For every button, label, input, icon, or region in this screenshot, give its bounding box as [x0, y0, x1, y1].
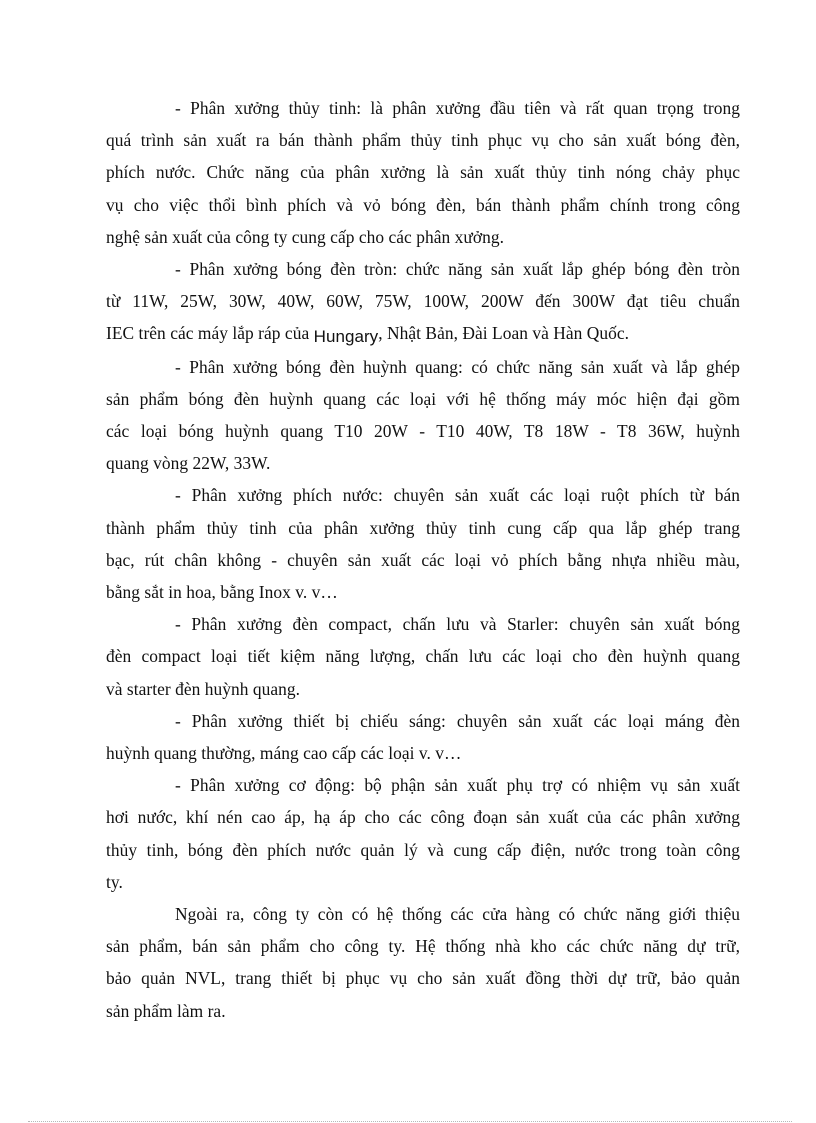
text-line: - Phân xưởng thiết bị chiếu sáng: chuyên sản xuất các loại máng đèn	[175, 710, 740, 731]
text-line: huỳnh quang thường, máng cao cấp các loại v. v…	[106, 743, 462, 764]
text-line: bảo quản NVL, trang thiết bị phục vụ cho sản xuất đồng thời dự trữ, bảo quản	[106, 968, 740, 989]
text-line: bằng sắt in hoa, bằng Inox v. v…	[106, 582, 338, 603]
text-line: ty.	[106, 871, 123, 892]
text-line: quá trình sản xuất ra bán thành phẩm thủy tinh phục vụ cho sản xuất bóng đèn,	[106, 130, 740, 151]
text-line: - Phân xưởng thủy tinh: là phân xưởng đầu tiên và rất quan trọng trong	[175, 98, 740, 118]
text-line: sản phẩm bóng đèn huỳnh quang các loại với hệ thống máy móc hiện đại gồm	[106, 388, 740, 409]
text-line: Ngoài ra, công ty còn có hệ thống các cửa hàng có chức năng giới thiệu	[175, 904, 740, 925]
paragraph-compact-workshop	[106, 608, 740, 705]
text-line: - Phân xưởng bóng đèn tròn: chức năng sản xuất lắp ghép bóng đèn tròn	[175, 259, 740, 280]
paragraph-fluorescent-workshop	[106, 351, 740, 480]
text-line: quang vòng 22W, 33W.	[106, 453, 271, 474]
text-line: sản phẩm, bán sản phẩm cho công ty. Hệ thống nhà kho các chức năng dự trữ,	[106, 936, 740, 957]
text-line: phích nước. Chức năng của phân xưởng là sản xuất thủy tinh nóng chảy phục	[106, 162, 740, 183]
text-line: - Phân xưởng cơ động: bộ phận sản xuất phụ trợ có nhiệm vụ sản xuất	[175, 775, 740, 796]
paragraph-glass-workshop	[106, 92, 740, 253]
text-line: bạc, rút chân không - chuyên sản xuất các loại vỏ phích bằng nhựa nhiều màu,	[106, 549, 740, 570]
text-line: sản phẩm làm ra.	[106, 1000, 226, 1021]
paragraph-stores-and-warehouses	[106, 898, 740, 1027]
text-line: từ 11W, 25W, 30W, 40W, 60W, 75W, 100W, 200W đến 300W đạt tiêu chuẩn	[106, 291, 740, 312]
text-fragment-hungary: Hungary	[313, 327, 379, 347]
paragraph-utility-workshop	[106, 769, 740, 898]
text-line: hơi nước, khí nén cao áp, hạ áp cho các công đoạn sản xuất của các phân xưởng	[106, 807, 740, 828]
paragraph-thermos-workshop	[106, 479, 740, 608]
text-fragment: IEC trên các máy lắp ráp của	[106, 323, 314, 344]
text-line: vụ cho việc thổi bình phích và vỏ bóng đèn, bán thành phẩm chính trong công	[106, 194, 740, 215]
text-line: nghệ sản xuất của công ty cung cấp cho các phân xưởng.	[106, 226, 504, 247]
text-fragment: , Nhật Bản, Đài Loan và Hàn Quốc.	[378, 323, 630, 344]
text-line: và starter đèn huỳnh quang.	[106, 678, 301, 699]
text-line: thủy tinh, bóng đèn phích nước quản lý và cung cấp điện, nước trong toàn công	[106, 839, 740, 860]
text-line: thành phẩm thủy tinh của phân xưởng thủy tinh cung cấp qua lắp ghép trang	[106, 517, 740, 538]
text-line: các loại bóng huỳnh quang T10 20W - T10 40W, T8 18W - T8 36W, huỳnh	[106, 421, 740, 442]
text-line: - Phân xưởng đèn compact, chấn lưu và Starler: chuyên sản xuất bóng	[175, 614, 740, 635]
text-line	[106, 317, 740, 350]
text-line: đèn compact loại tiết kiệm năng lượng, chấn lưu các loại cho đèn huỳnh quang	[106, 646, 740, 667]
text-line: - Phân xưởng bóng đèn huỳnh quang: có chức năng sản xuất và lắp ghép	[175, 356, 740, 377]
document-body	[106, 92, 740, 1027]
paragraph-lighting-equipment-workshop	[106, 705, 740, 769]
paragraph-round-bulb-workshop	[106, 253, 740, 351]
page-bottom-divider	[28, 1121, 792, 1122]
text-line: - Phân xưởng phích nước: chuyên sản xuất các loại ruột phích từ bán	[175, 485, 740, 506]
